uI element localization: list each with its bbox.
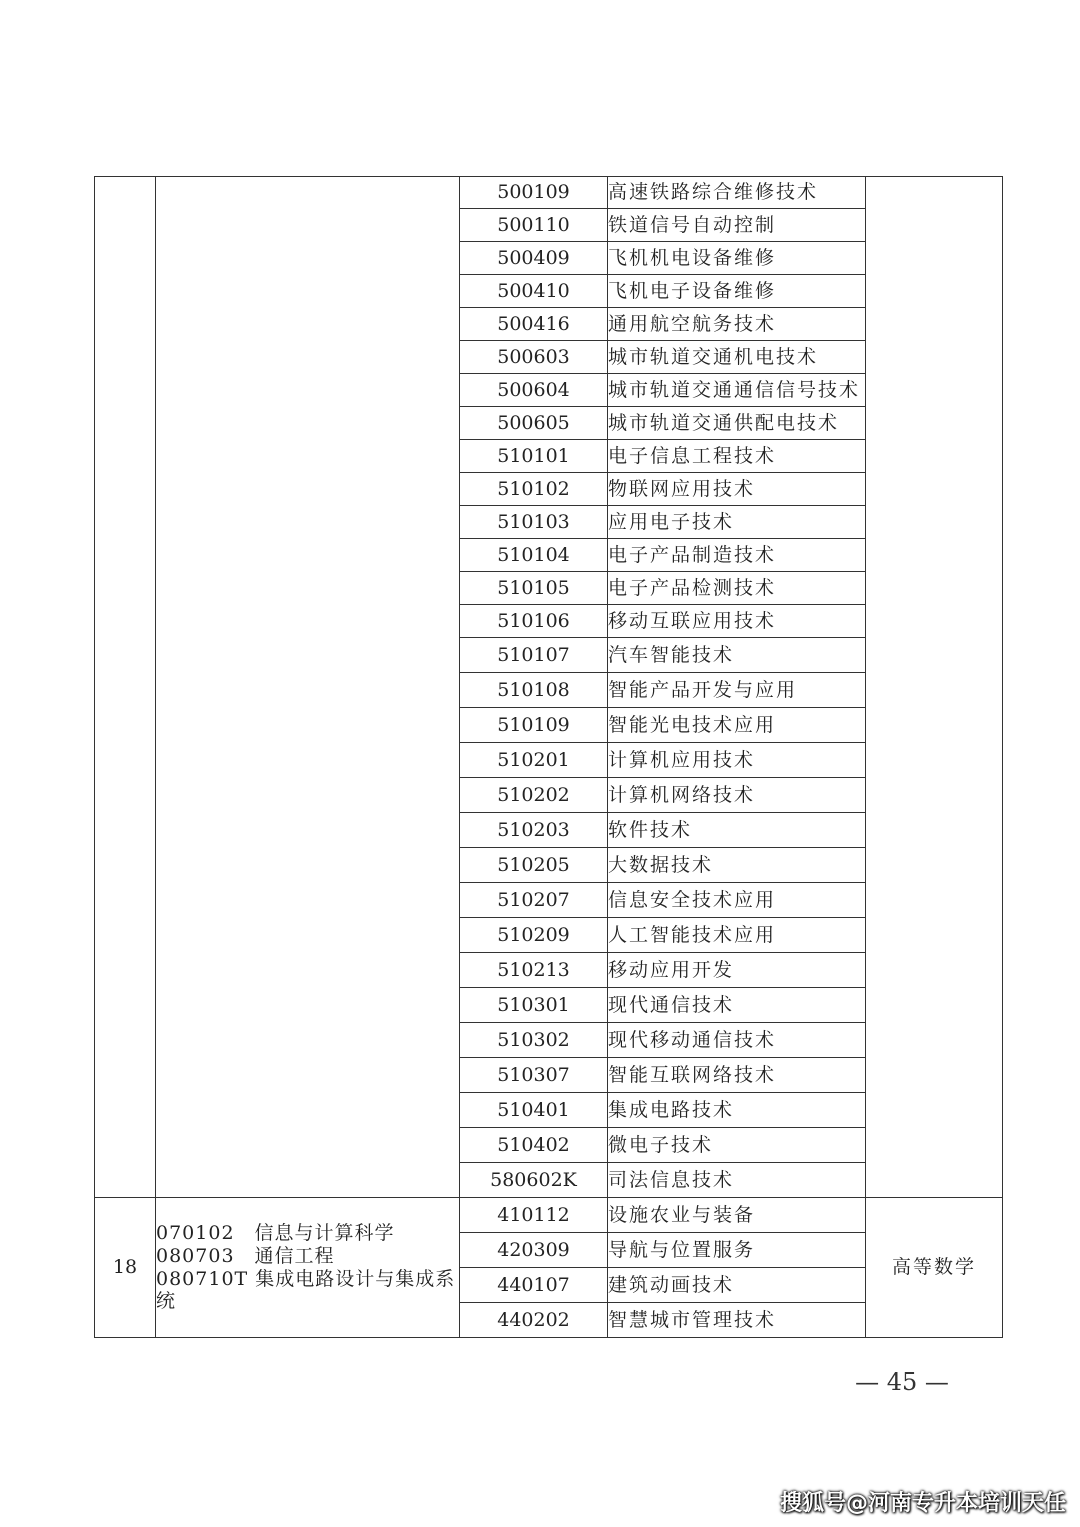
undergrad-major-list [156, 1198, 460, 1338]
vocational-code-cell: 510301 [460, 988, 608, 1023]
vocational-code-cell: 440202 [460, 1303, 608, 1338]
vocational-name-cell: 城市轨道交通通信信号技术 [608, 374, 866, 407]
undergrad-major-line: 070102 信息与计算科学 [156, 1221, 395, 1244]
vocational-name-cell: 电子产品制造技术 [608, 539, 866, 572]
vocational-name-cell: 信息安全技术应用 [608, 883, 866, 918]
vocational-name-cell: 集成电路技术 [608, 1093, 866, 1128]
vocational-code-cell: 510302 [460, 1023, 608, 1058]
vocational-name-cell: 电子信息工程技术 [608, 440, 866, 473]
vocational-name-cell: 高速铁路综合维修技术 [608, 177, 866, 209]
vocational-code-cell: 510402 [460, 1128, 608, 1163]
vocational-code-cell: 510102 [460, 473, 608, 506]
vocational-name-cell: 智慧城市管理技术 [608, 1303, 866, 1338]
vocational-name-cell: 移动应用开发 [608, 953, 866, 988]
table-row [95, 177, 1003, 209]
index-cell-continued [95, 177, 156, 1198]
vocational-code-cell: 440107 [460, 1268, 608, 1303]
vocational-code-cell: 510107 [460, 638, 608, 673]
vocational-code-cell: 510201 [460, 743, 608, 778]
vocational-name-cell: 汽车智能技术 [608, 638, 866, 673]
vocational-name-cell: 物联网应用技术 [608, 473, 866, 506]
vocational-name-cell: 人工智能技术应用 [608, 918, 866, 953]
table-row [95, 1198, 1003, 1233]
vocational-name-cell: 城市轨道交通供配电技术 [608, 407, 866, 440]
vocational-code-cell: 500605 [460, 407, 608, 440]
vocational-name-cell: 微电子技术 [608, 1128, 866, 1163]
vocational-code-cell: 510307 [460, 1058, 608, 1093]
vocational-code-cell: 500409 [460, 242, 608, 275]
vocational-name-cell: 导航与位置服务 [608, 1233, 866, 1268]
group-index-cell: 18 [95, 1198, 156, 1338]
vocational-code-cell: 510205 [460, 848, 608, 883]
vocational-name-cell: 软件技术 [608, 813, 866, 848]
vocational-name-cell: 计算机网络技术 [608, 778, 866, 813]
vocational-code-cell: 500109 [460, 177, 608, 209]
vocational-code-cell: 510104 [460, 539, 608, 572]
vocational-name-cell: 司法信息技术 [608, 1163, 866, 1198]
vocational-code-cell: 510203 [460, 813, 608, 848]
vocational-name-cell: 设施农业与装备 [608, 1198, 866, 1233]
page-number: — 45 — [855, 1368, 949, 1396]
vocational-code-cell: 510207 [460, 883, 608, 918]
vocational-name-cell: 铁道信号自动控制 [608, 209, 866, 242]
vocational-name-cell: 现代移动通信技术 [608, 1023, 866, 1058]
vocational-name-cell: 智能互联网络技术 [608, 1058, 866, 1093]
vocational-code-cell: 420309 [460, 1233, 608, 1268]
vocational-name-cell: 城市轨道交通机电技术 [608, 341, 866, 374]
vocational-name-cell: 飞机机电设备维修 [608, 242, 866, 275]
vocational-name-cell: 智能光电技术应用 [608, 708, 866, 743]
undergrad-major-line: 080710T 集成电路设计与集成系 [156, 1267, 456, 1290]
vocational-code-cell: 510213 [460, 953, 608, 988]
vocational-code-cell: 580602K [460, 1163, 608, 1198]
vocational-code-cell: 500603 [460, 341, 608, 374]
vocational-code-cell: 510401 [460, 1093, 608, 1128]
vocational-code-cell: 510103 [460, 506, 608, 539]
major-mapping-table [94, 176, 1003, 1338]
undergrad-major-cell-continued [156, 177, 460, 1198]
vocational-code-cell: 410112 [460, 1198, 608, 1233]
vocational-name-cell: 计算机应用技术 [608, 743, 866, 778]
vocational-code-cell: 510108 [460, 673, 608, 708]
vocational-name-cell: 智能产品开发与应用 [608, 673, 866, 708]
vocational-name-cell: 飞机电子设备维修 [608, 275, 866, 308]
vocational-name-cell: 建筑动画技术 [608, 1268, 866, 1303]
exam-subject-cell-continued [866, 177, 1003, 1198]
vocational-name-cell: 应用电子技术 [608, 506, 866, 539]
exam-subject-cell: 高等数学 [866, 1198, 1003, 1338]
vocational-code-cell: 500416 [460, 308, 608, 341]
undergrad-major-line: 统 [156, 1290, 177, 1313]
vocational-code-cell: 510106 [460, 605, 608, 638]
vocational-name-cell: 大数据技术 [608, 848, 866, 883]
vocational-name-cell: 通用航空航务技术 [608, 308, 866, 341]
vocational-name-cell: 移动互联应用技术 [608, 605, 866, 638]
vocational-code-cell: 500410 [460, 275, 608, 308]
vocational-code-cell: 510105 [460, 572, 608, 605]
vocational-code-cell: 500110 [460, 209, 608, 242]
undergrad-major-line: 080703 通信工程 [156, 1244, 335, 1267]
vocational-code-cell: 510101 [460, 440, 608, 473]
sohu-watermark: 搜狐号@河南专升本培训天任 [780, 1491, 1067, 1516]
vocational-name-cell: 现代通信技术 [608, 988, 866, 1023]
vocational-name-cell: 电子产品检测技术 [608, 572, 866, 605]
vocational-code-cell: 510109 [460, 708, 608, 743]
vocational-code-cell: 500604 [460, 374, 608, 407]
vocational-code-cell: 510202 [460, 778, 608, 813]
vocational-code-cell: 510209 [460, 918, 608, 953]
